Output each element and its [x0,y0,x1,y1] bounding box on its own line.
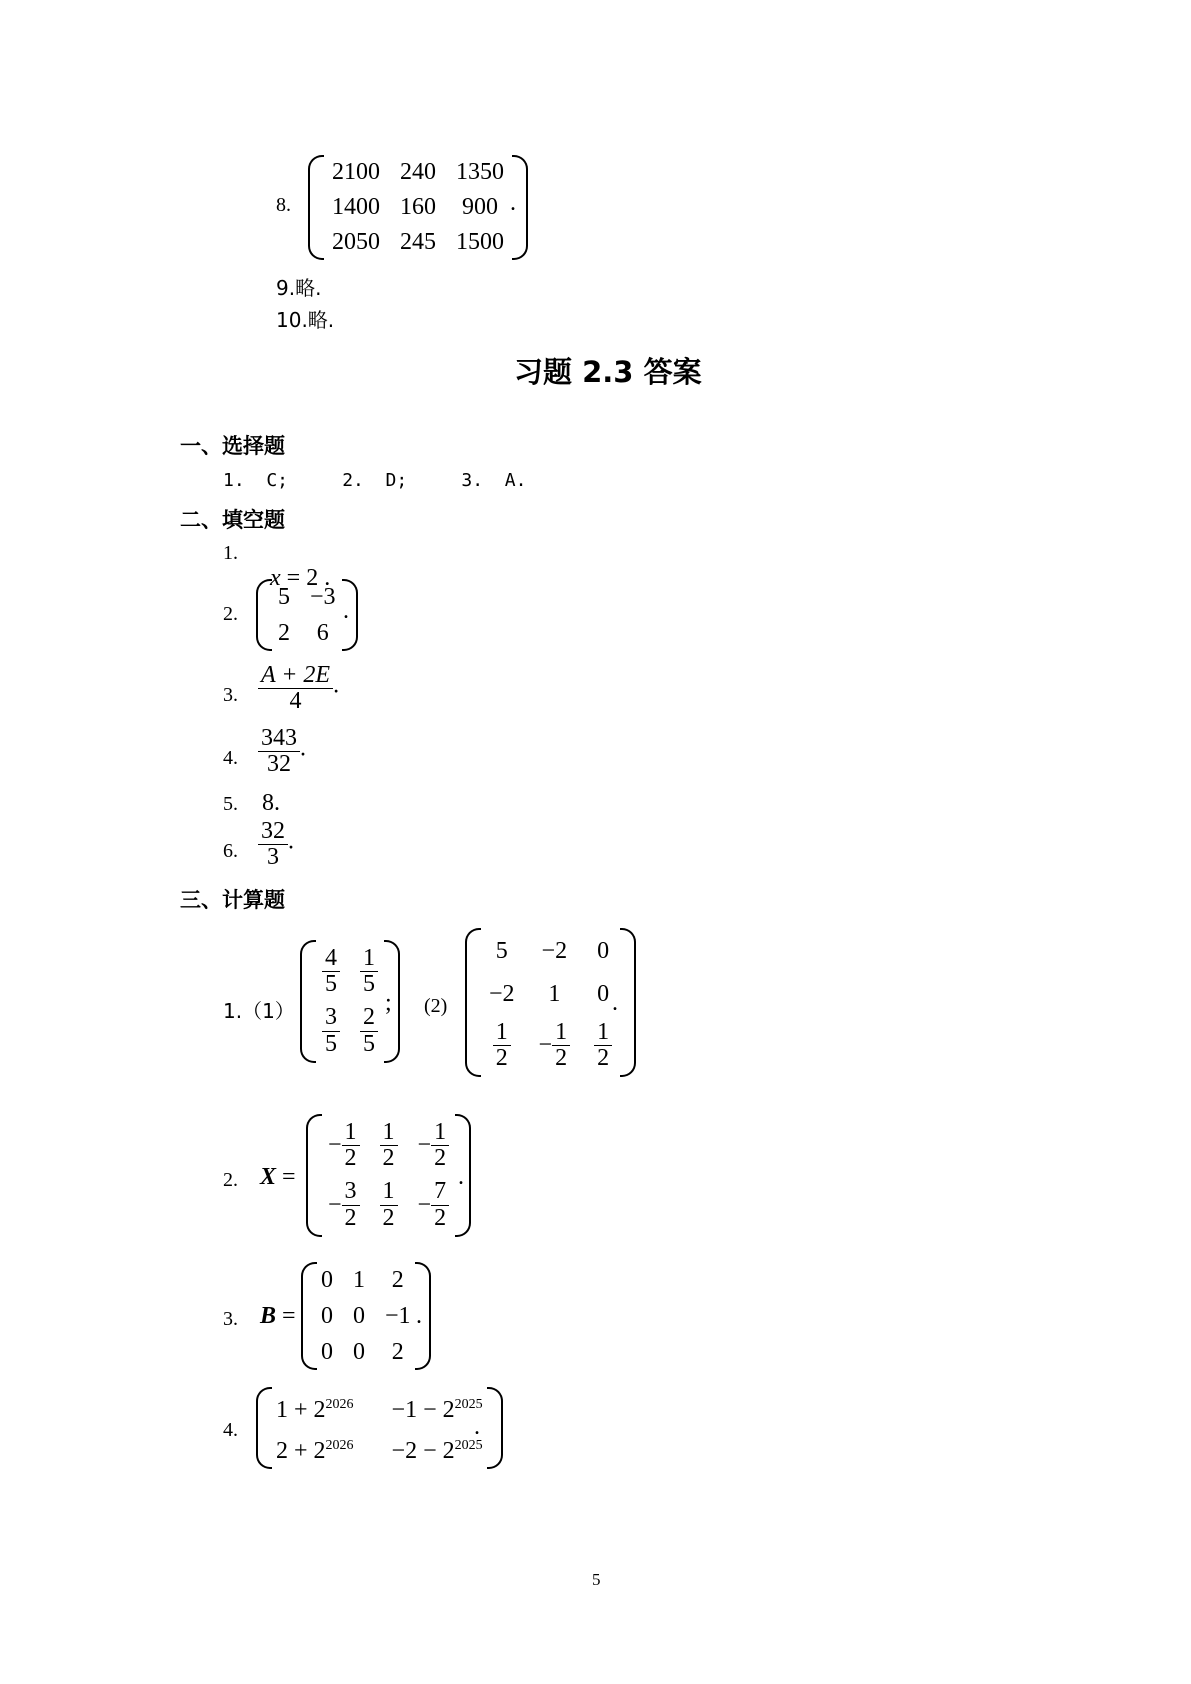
calc-1b-cell: 1 [548,981,561,1007]
calc-1a-fraction: $\frac{2}{5}$ [360,1017,378,1043]
calc-3-cell: 0 [321,1339,333,1365]
fill-q3-fraction: $\frac{A + 2E}{4}$ . [258,663,339,714]
item-8-cell: 1400 [332,194,380,220]
calc-2-lhs: X = [260,1164,296,1190]
fill-q1-answer: x = 2 . [270,565,331,591]
calc-3-cell: 1 [353,1267,365,1293]
calc-1a-fraction: $\frac{1}{5}$ [360,957,378,983]
calc-2-fraction: − $\frac{3}{2}$ [328,1191,360,1217]
var-B: B [260,1303,277,1329]
choice-answers: 1. C; 2. D; 3. A. [223,470,527,491]
item-8-cell: 245 [400,229,436,255]
calc-2-fraction: − $\frac{1}{2}$ [328,1131,360,1157]
calc-1b-label: (2) [424,995,448,1017]
calc-1b-matrix [465,928,636,1077]
fill-q5-label: 5. [223,793,238,815]
section-heading-choice: 一、选择题 [180,434,285,458]
fill-q5-answer: 8. [262,790,280,816]
item-8-cell: 1350 [456,159,504,185]
item-8-matrix [308,155,528,260]
calc-1a-fraction: $\frac{3}{5}$ [322,1017,340,1043]
calc-4-period: . [474,1414,480,1440]
calc-1b-cell: −2 [541,938,568,964]
calc-2-fraction: $\frac{1}{2}$ [380,1131,398,1157]
calc-2-fraction: − $\frac{7}{2}$ [418,1191,450,1217]
calc-2-matrix [306,1114,471,1237]
item-8-cell: 240 [400,159,436,185]
fill-q1-label: 1. [223,542,238,564]
calc-1b-fraction: − $\frac{1}{2}$ [539,1031,571,1057]
fill-q2-cell: 5 [278,584,290,610]
calc-2-label: 2. [223,1169,238,1191]
calc-3-period: . [416,1303,422,1329]
fill-q2-cell: 2 [278,620,290,646]
fill-q3-label: 3. [223,684,238,706]
fill-q2-label: 2. [223,603,238,625]
calc-1b-fraction: $\frac{1}{2}$ [594,1031,612,1057]
item-8-cell: 1500 [456,229,504,255]
item-8-label: 8. [276,194,291,216]
item-9: 9.略. [276,276,322,300]
calc-3-cell: −1 [385,1303,411,1329]
calc-3-lhs: B = [260,1303,296,1329]
calc-1b-cell: 0 [597,981,610,1007]
page-number: 5 [592,1570,601,1589]
var-x: x [270,565,281,591]
fill-q6-fraction: $\frac{32}{3}$ . [258,819,294,870]
calc-4-matrix [256,1387,503,1469]
calc-1b-cell: 5 [495,938,508,964]
fill-q6-label: 6. [223,840,238,862]
calc-2-period: . [458,1164,464,1190]
item-8-cell: 2050 [332,229,380,255]
item-8-cell: 2100 [332,159,380,185]
calc-2-fraction: $\frac{1}{2}$ [380,1191,398,1217]
calc-1-separator: ; [385,990,392,1016]
page-title: 习题 2.3 答案 [514,355,702,389]
fill-q2-period: . [343,598,349,624]
calc-3-cell: 0 [321,1267,333,1293]
calc-4-label: 4. [223,1419,238,1441]
calc-1b-cell: 0 [597,938,610,964]
calc-2-fraction: − $\frac{1}{2}$ [418,1131,450,1157]
calc-3-label: 3. [223,1308,238,1330]
calc-1-period: . [612,990,618,1016]
calc-4-r2c2: $-2 - 2^{2025}$ [391,1438,483,1464]
calc-1b-cell: −2 [489,981,515,1007]
fill-q2-cell: 6 [316,620,329,646]
item-8-cell: 900 [462,194,498,220]
calc-1b-fraction: $\frac{1}{2}$ [493,1031,511,1057]
calc-3-cell: 2 [391,1267,404,1293]
section-heading-fill: 二、填空题 [180,508,285,532]
fill-q2-cell: −3 [310,584,336,610]
calc-3-matrix [301,1262,431,1370]
calc-3-cell: 2 [391,1339,404,1365]
calc-4-r1c1: $1 + 2^{2026}$ [276,1397,354,1423]
fill-q4-fraction: $\frac{343}{32}$ . [258,726,306,777]
section-heading-calc: 三、计算题 [180,888,285,912]
fill-q4-label: 4. [223,747,238,769]
calc-3-cell: 0 [353,1303,365,1329]
calc-4-r1c2: $-1 - 2^{2025}$ [391,1397,483,1423]
item-8-cell: 160 [400,194,436,220]
item-10: 10.略. [276,308,335,332]
calc-3-cell: 0 [321,1303,333,1329]
calc-4-r2c1: $2 + 2^{2026}$ [276,1438,354,1464]
calc-1-label: 1.（1） [223,999,295,1023]
var-X: X [260,1164,277,1190]
item-8-period: . [510,190,516,216]
calc-1a-fraction: $\frac{4}{5}$ [322,957,340,983]
calc-3-cell: 0 [353,1339,365,1365]
